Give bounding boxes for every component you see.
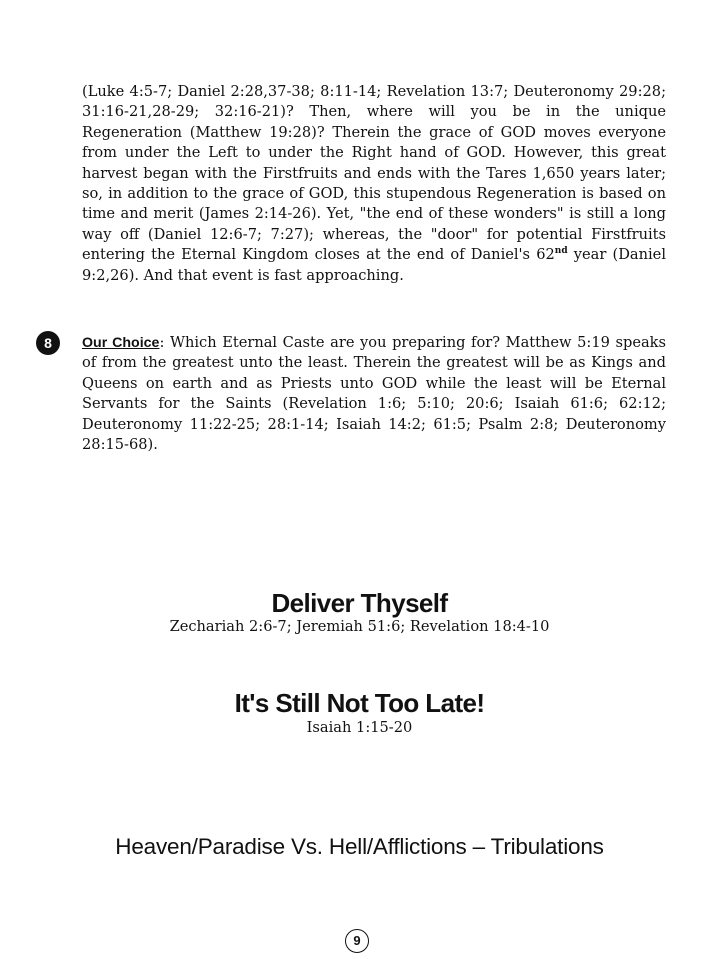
footer-title: Heaven/Paradise Vs. Hell/Afflictions – Tribulations: [115, 834, 604, 859]
heading-not-too-late-refs: Isaiah 1:15-20: [306, 719, 413, 736]
point-text: Our Choice: Which Eternal Caste are you preparing for? Matthew 5:19 speaks of from the greatest unto the least. Therein the greatest will be as Kings and Queens on earth and as Priests unto GOD while the least will be Eternal Servants for the Saints (Revelation 1:6; 5:10; 20:6; Isaiah 61:6; 62:12; Deuteronomy 11:22-25; 28:1-14; Isaiah 14:2; 61:5; Psalm 2:8; Deuteronomy 28:15-68).: [82, 334, 667, 454]
point-lead: Our Choice: [82, 335, 160, 351]
point-number-badge: 8: [36, 331, 60, 355]
paragraph-continued: [82, 82, 666, 286]
heading-deliver-thyself-refs: Zechariah 2:6-7; Jeremiah 51:6; Revelation 18:4-10: [169, 618, 550, 635]
paragraph-text: (Luke 4:5-7; Daniel 2:28,37-38; 8:11-14; Revelation 13:7; Deuteronomy 29:28; 31:16-21,28-29; 32:16-21)? Then, where will you be in the unique Regeneration (Matthew 19:28)? Therein the grace of GOD moves everyone from under the Left to under the Right hand of GOD. However, this great harvest began with the Firstfruits and ends with the Tares 1,650 years later; so, in addition to the grace of GOD, this stupendous Regeneration is based on time and merit (James 2:14-26). Yet, "the end of these wonders" is still a long way off (Daniel 12:6-7; 7:27); whereas, the "door" for potential Firstfruits entering the Eternal Kingdom closes at the end of Daniel's 62nd year (Daniel 9:2,26). And that event is fast approaching.: [82, 83, 666, 284]
heading-deliver-thyself: Deliver Thyself: [271, 588, 448, 618]
point-paragraph: [82, 333, 666, 455]
ordinal-superscript: nd: [554, 246, 568, 257]
page-number: 9: [345, 929, 369, 953]
heading-not-too-late: It's Still Not Too Late!: [234, 688, 485, 718]
